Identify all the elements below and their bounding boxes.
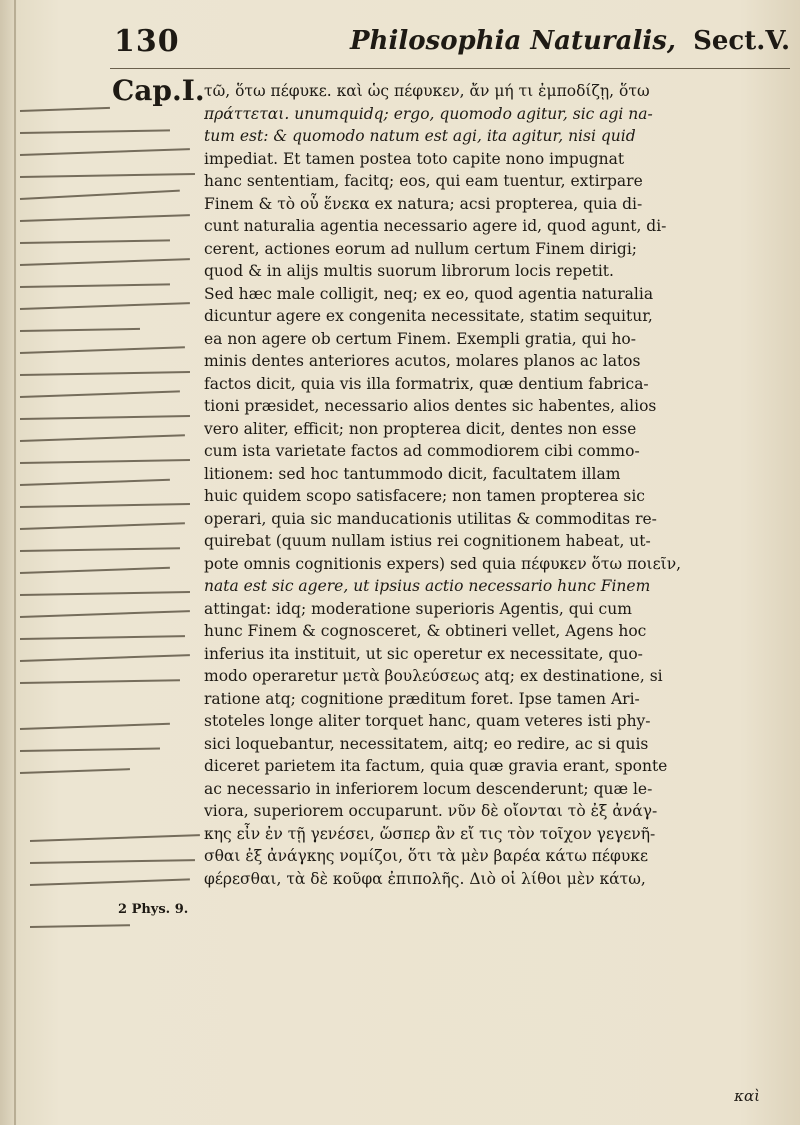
text-line: ac necessario in inferiorem locum descenderunt; quæ le- xyxy=(204,779,653,798)
text-line: ea non agere ob certum Finem. Exempli gratia, qui ho- xyxy=(204,329,636,348)
text-line: tioni præsidet, necessario alios dentes sic habentes, alios xyxy=(204,397,657,415)
text-line: nata est sic agere, ut ipsius actio necessario hunc Finem xyxy=(204,577,651,595)
text-line: τῶ, ὅτω πέφυκε. καὶ ὡς πέφυκεν, ἄν μή τι ἐμποδίζῃ, ὅτω xyxy=(204,82,650,100)
text-line: quirebat (quum nullam istius rei cognitionem habeat, ut- xyxy=(204,532,651,550)
page-number: 130 xyxy=(114,24,180,59)
handwritten-note xyxy=(20,129,170,134)
handwritten-note xyxy=(20,459,190,464)
handwritten-note xyxy=(20,173,195,178)
text-line: φέρεσθαι, τὰ δὲ κοῦφα ἐπιπολῆς. Διὸ οἱ λίθοι μὲν κάτω, xyxy=(204,869,646,888)
text-line: tum est: & quomodo natum est agi, ita agitur, nisi quid xyxy=(204,127,636,145)
handwritten-note xyxy=(20,610,190,618)
text-line: ratione atq; cognitione præditum foret. Ipse tamen Ari- xyxy=(204,689,640,708)
text-line: modo operaretur μετὰ βουλεύσεως atq; ex destinatione, si xyxy=(204,667,663,685)
text-line: huic quidem scopo satisfacere; non tamen propterea sic xyxy=(204,487,645,505)
handwritten-note xyxy=(20,371,190,376)
body-text xyxy=(204,80,790,890)
text-line: sici loquebantur, necessitatem, aitq; eo redire, ac si quis xyxy=(204,734,649,753)
text-line: hanc sententiam, facitq; eos, qui eam tuentur, extirpare xyxy=(204,172,643,190)
handwritten-note xyxy=(20,748,160,752)
text-line: operari, quia sic manducationis utilitas & commoditas re- xyxy=(204,509,657,528)
handwritten-note xyxy=(20,239,170,244)
handwritten-note xyxy=(20,214,190,222)
handwritten-note xyxy=(20,302,190,310)
handwritten-note xyxy=(20,148,190,156)
text-line: cum ista varietate factos ad commodiorem cibi commo- xyxy=(204,442,640,460)
text-line: hunc Finem & cognosceret, & obtineri vellet, Agens hoc xyxy=(204,622,647,640)
section-label: Sect.V. xyxy=(693,26,790,56)
handwritten-note xyxy=(30,859,195,864)
handwritten-note xyxy=(20,479,170,486)
handwritten-note xyxy=(20,390,180,398)
text-line: minis dentes anteriores acutos, molares planos ac latos xyxy=(204,352,641,370)
handwritten-note xyxy=(20,434,185,442)
handwritten-note xyxy=(20,503,190,508)
text-line: viora, superiorem occuparunt. νῦν δὲ οἴονται τὸ ἐξ ἀνάγ- xyxy=(204,802,658,820)
page-gutter xyxy=(14,0,16,1125)
catchword: καὶ xyxy=(734,1087,760,1105)
handwritten-note xyxy=(20,547,180,552)
text-line: dicuntur agere ex congenita necessitate, statim sequitur, xyxy=(204,307,653,325)
handwritten-note xyxy=(20,107,110,112)
text-line: σθαι ἐξ ἀνάγκης νομίζοι, ὅτι τὰ μὲν βαρέα κάτω πέφυκε xyxy=(204,847,649,865)
text-line: Finem & τὸ οὗ ἕνεκα ex natura; acsi propterea, quia di- xyxy=(204,194,643,213)
text-line: attingat: idq; moderatione superioris Agentis, qui cum xyxy=(204,599,632,618)
text-line: factos dicit, quia vis illa formatrix, quæ dentium fabrica- xyxy=(204,374,649,393)
handwritten-note xyxy=(30,924,130,928)
handwritten-margin-annotations xyxy=(20,80,210,840)
handwritten-note xyxy=(20,328,140,332)
handwritten-note xyxy=(20,346,185,354)
text-line: cunt naturalia agentia necessario agere id, quod agunt, di- xyxy=(204,217,667,235)
handwritten-note xyxy=(20,768,130,774)
text-line: κης εἶν ἐν τῇ γενέσει, ὥσπερ ἂν εἴ τις τὸν τοῖχον γεγενῆ- xyxy=(204,824,656,843)
text-line: πράττεται. unumquidq; ergo, quomodo agitur, sic agi na- xyxy=(204,104,653,123)
handwritten-note xyxy=(30,878,190,886)
text-line: pote omnis cognitionis expers) sed quia πέφυκεν ὅτω ποιεῖν, xyxy=(204,554,682,573)
text-line: cerent, actiones eorum ad nullum certum Finem dirigi; xyxy=(204,239,638,258)
header-rule xyxy=(110,68,790,69)
text-line: stoteles longe aliter torquet hanc, quam veteres isti phy- xyxy=(204,712,651,730)
handwritten-note xyxy=(20,415,190,420)
text-line: impediat. Et tamen postea toto capite nono impugnat xyxy=(204,149,625,168)
handwritten-note xyxy=(20,283,170,288)
text-line: inferius ita instituit, ut sic operetur ex necessitate, quo- xyxy=(204,644,643,663)
margin-reference-note: 2 Phys. 9. xyxy=(118,902,189,917)
handwritten-note xyxy=(20,654,190,662)
text-line: vero aliter, efficit; non propterea dicit, dentes non esse xyxy=(204,419,637,438)
running-title: Philosophia Naturalis, xyxy=(350,26,676,56)
chapter-label: Cap.I. xyxy=(112,74,205,107)
text-line: litionem: sed hoc tantummodo dicit, facultatem illam xyxy=(204,464,621,483)
handwritten-note xyxy=(20,591,190,596)
handwritten-note xyxy=(20,679,180,684)
handwritten-note xyxy=(20,635,185,640)
text-line: Sed hæc male colligit, neq; ex eo, quod agentia naturalia xyxy=(204,284,654,303)
text-line: diceret parietem ita factum, quia quæ gravia erant, sponte xyxy=(204,757,668,775)
handwritten-note xyxy=(20,190,180,200)
page-header xyxy=(100,22,790,74)
handwritten-note xyxy=(20,258,190,266)
handwritten-note xyxy=(20,522,185,530)
text-line: quod & in alijs multis suorum librorum locis repetit. xyxy=(204,262,614,280)
handwritten-note xyxy=(20,567,170,574)
handwritten-note xyxy=(20,723,170,730)
